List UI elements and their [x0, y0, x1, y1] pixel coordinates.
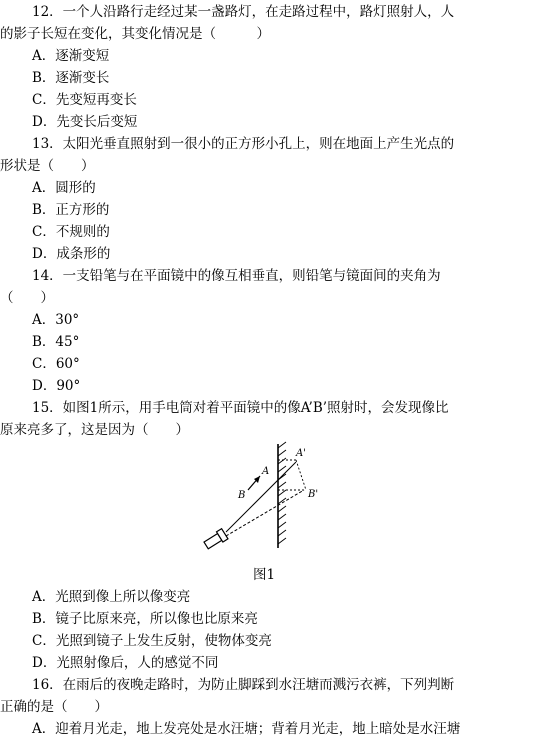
question-12-line-1: 12．一个人沿路行走经过某一盏路灯，在走路过程中，路灯照射人，人: [32, 4, 455, 20]
question-16-line-1: 16．在雨后的夜晚走路时，为防止脚踩到水汪塘而溅污衣裤，下列判断: [32, 677, 455, 693]
question-15-option-a: A．光照到像上所以像变亮: [32, 589, 191, 605]
question-14-line-1: 14．一支铅笔与在平面镜中的像互相垂直，则铅笔与镜面间的夹角为: [32, 268, 441, 284]
mirror-hatching: [278, 442, 286, 544]
question-14-option-d: D．90°: [32, 378, 81, 394]
beam-upper: [226, 462, 296, 532]
question-14-option-a: A．30°: [32, 312, 80, 328]
question-12-line-2: 的影子长短在变化，其变化情况是（ ）: [0, 26, 270, 42]
question-14-line-2: （ ）: [0, 290, 54, 306]
question-13-line-2: 形状是（ ）: [0, 158, 95, 174]
question-15-line-2: 原来亮多了，这是因为（ ）: [0, 422, 189, 438]
question-16-option-a: A．迎着月光走，地上发亮处是水汪塘；背着月光走，地上暗处是水汪塘: [32, 721, 461, 737]
question-13-option-a: A．圆形的: [32, 180, 96, 196]
question-15-option-b: B．镜子比原来亮，所以像也比原来亮: [32, 611, 258, 627]
figure-1-diagram: [200, 440, 340, 560]
question-15-line-1: 15．如图1所示，用手电筒对着平面镜中的像A’B’照射时，会发现像比: [32, 400, 449, 416]
question-15-option-d: D．光照射像后，人的感觉不同: [32, 655, 219, 671]
label-b: B: [238, 490, 246, 501]
question-13-option-b: B．正方形的: [32, 202, 110, 218]
label-a: A: [262, 466, 270, 477]
question-13-line-1: 13．太阳光垂直照射到一很小的正方形小孔上，则在地面上产生光点的: [32, 136, 455, 152]
question-12-option-a: A．逐渐变短: [32, 48, 110, 64]
figure-1-caption: 图1: [253, 567, 276, 583]
question-14-option-c: C．60°: [32, 356, 80, 372]
image-line: [296, 460, 306, 490]
question-12-option-d: D．先变长后变短: [32, 114, 138, 130]
question-13-option-c: C．不规则的: [32, 224, 110, 240]
question-14-option-b: B．45°: [32, 334, 80, 350]
question-15-option-c: C．光照到镜子上发生反射，使物体变亮: [32, 633, 272, 649]
question-13-option-d: D．成条形的: [32, 246, 111, 262]
question-12-option-b: B．逐渐变长: [32, 70, 110, 86]
label-b-prime: B': [308, 489, 319, 500]
question-16-line-2: 正确的是（ ）: [0, 699, 108, 715]
question-12-option-c: C．先变短再变长: [32, 92, 137, 108]
label-a-prime: A': [296, 448, 306, 459]
flashlight-icon: [203, 529, 228, 551]
